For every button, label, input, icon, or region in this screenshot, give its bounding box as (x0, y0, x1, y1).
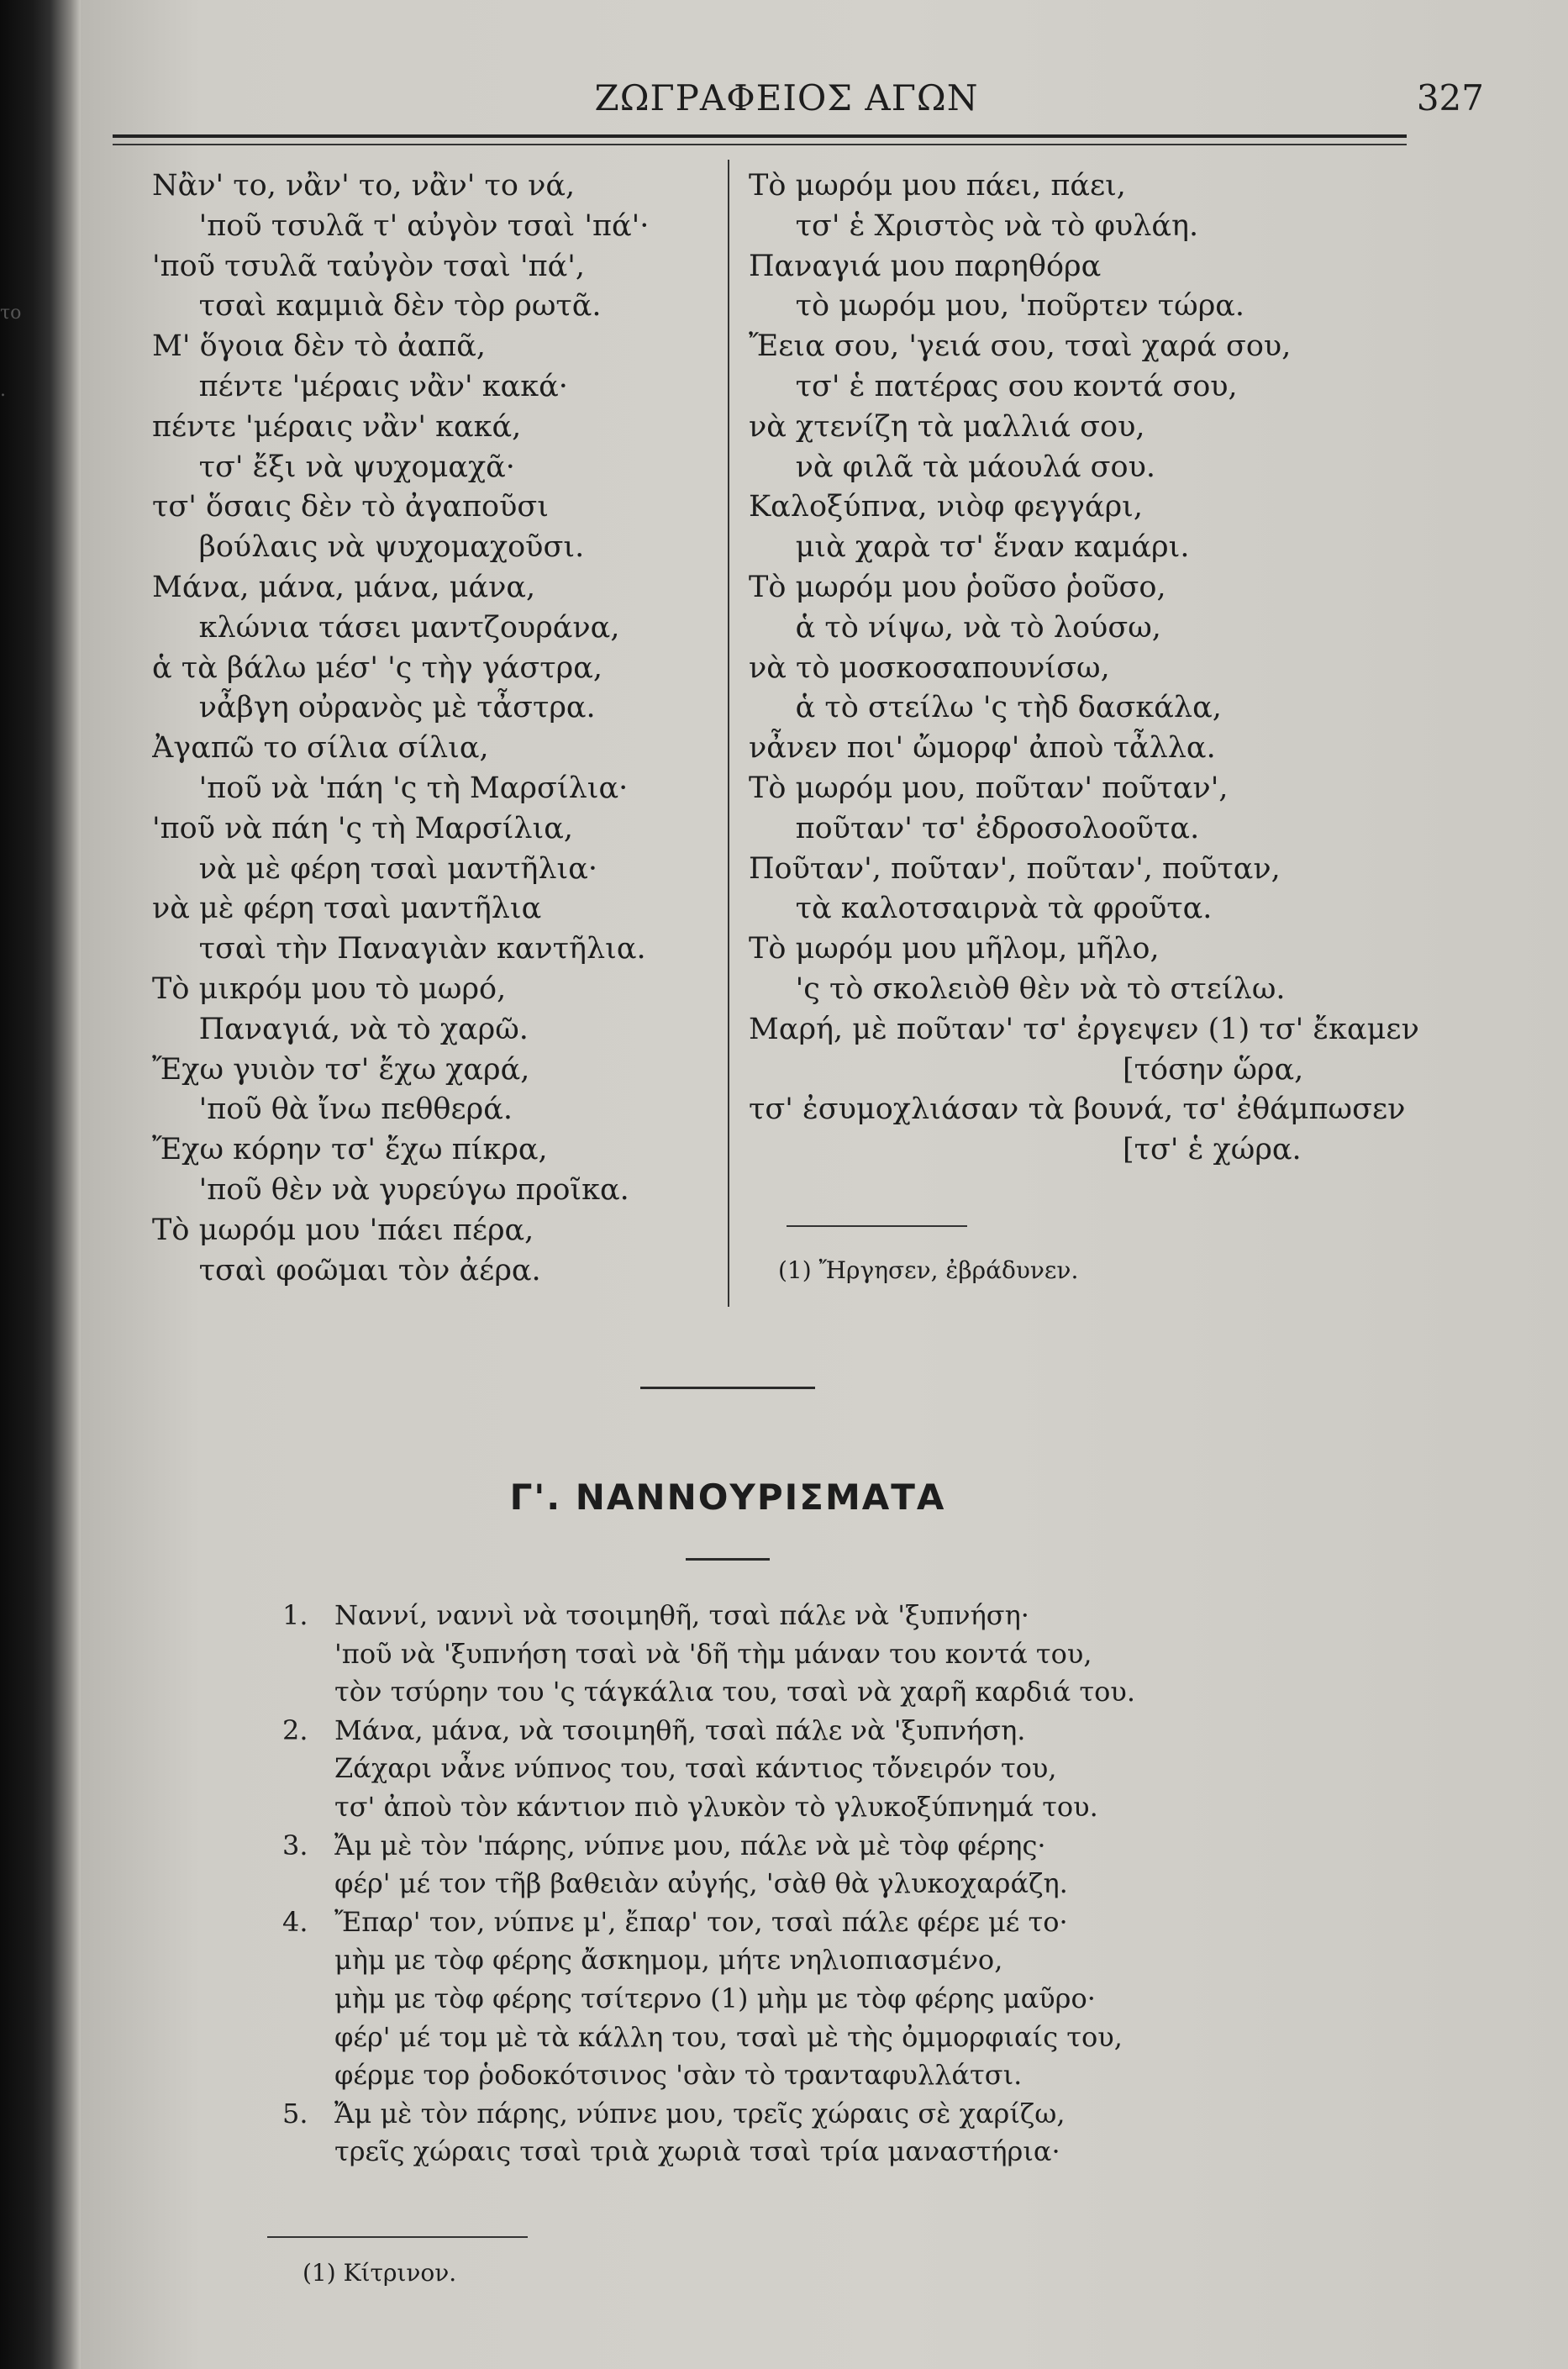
verse-line: νἆβγη οὐρανὸς μὲ τἆστρα. (152, 691, 596, 725)
verse-line: τσαὶ τὴν Παναγιὰν καντῆλια. (152, 932, 646, 966)
lullaby-text: Ναννί, ναννὶ νὰ τσοιμηθῆ, τσαὶ πάλε νὰ 'ξυπνήση· (334, 1599, 1029, 1631)
verse-line: βούλαις νὰ ψυχομαχοῦσι. (152, 530, 585, 565)
section-heading: Γ'. ΝΑΝΝΟΥΡΙΣΜΑΤΑ (509, 1477, 946, 1518)
verse-line: πέντε 'μέραις νἂν' κακά, (152, 409, 522, 444)
lullaby-number: 3. (282, 1829, 308, 1861)
verse-line: Τὸ μωρόμ μου, ποῦταν' ποῦταν', (749, 771, 1229, 805)
verse-line: Μ' ὅγοια δὲν τὸ ἀαπᾶ, (152, 329, 486, 364)
verse-line: Παναγιά, νὰ τὸ χαρῶ. (152, 1012, 529, 1046)
lullaby-list (282, 1597, 1375, 2172)
verse-line: τσ' ἔξι νὰ ψυχομαχᾶ· (152, 450, 515, 484)
verse-line: 'ς τὸ σκολειὸθ θὲν νὰ τὸ στείλω. (749, 971, 1286, 1006)
verse-line: Τὸ μωρόμ μου 'πάει πέρα, (152, 1213, 534, 1247)
lullaby-text: μὴμ με τὸφ φέρης ἄσκημομ, μήτε νηλιοπιασμένο, (334, 1944, 1003, 1977)
verse-line: νὰ μὲ φέρη τσαὶ μαντῆλια (152, 892, 542, 926)
lullaby-number: 2. (282, 1714, 308, 1746)
header-rule-thin (113, 144, 1407, 145)
verse-line: νὰ μὲ φέρη τσαὶ μαντῆλια· (152, 851, 598, 886)
verse-line: ἁ τὰ βάλω μέσ' 'ς τὴγ γάστρα, (152, 650, 602, 685)
lullaby-line (282, 1673, 1375, 1712)
lullaby-line (282, 1750, 1375, 1788)
verse-line: [τσ' ἑ χώρα. (749, 1133, 1302, 1167)
book-spine-shadow (0, 0, 81, 2369)
verse-line: νὰ φιλᾶ τὰ μάουλά σου. (749, 450, 1156, 484)
verse-line: Ἔχω κόρην τσ' ἔχω πίκρα, (152, 1133, 548, 1167)
verse-line: κλώνια τάσει μαντζουράνα, (152, 610, 620, 645)
verse-line: Μαρή, μὲ ποῦταν' τσ' ἐργεψεν (1) τσ' ἔκαμεν (749, 1012, 1419, 1046)
lullaby-line (282, 2133, 1375, 2172)
verse-line: τσαὶ καμμιὰ δὲν τὸρ ρωτᾶ. (152, 289, 602, 324)
verse-line: ἁ τὸ στείλω 'ς τὴδ δασκάλα, (749, 691, 1222, 725)
verse-line: νὰ τὸ μοσκοσαπουνίσω, (749, 650, 1110, 685)
lullaby-line (282, 1788, 1375, 1827)
footnote-rule (787, 1225, 967, 1227)
lullaby-text: φέρ' μέ τομ μὲ τὰ κάλλη του, τσαὶ μὲ τὴς ὀμμορφιαίς του, (334, 2020, 1123, 2053)
lullaby-line (282, 1712, 1375, 1750)
lullaby-line (282, 1903, 1375, 1942)
lullaby-text: Ἄμ μὲ τὸν 'πάρης, νύπνε μου, πάλε νὰ μὲ τὸφ φέρης· (334, 1829, 1046, 1861)
lullaby-text: φέρ' μέ τον τῆβ βαθειὰν αὐγής, 'σὰθ θὰ γλυκοχαράζη. (334, 1867, 1068, 1900)
lullaby-text: 'ποῦ νὰ 'ξυπνήση τσαὶ νὰ 'δῆ τὴμ μάναν του κοντά του, (334, 1637, 1092, 1670)
verse-line: Ποῦταν', ποῦταν', ποῦταν', ποῦταν, (749, 851, 1281, 886)
verse-line: τὸ μωρόμ μου, 'ποῦρτεν τώρα. (749, 289, 1245, 324)
lullaby-text: Μάνα, μάνα, νὰ τσοιμηθῆ, τσαὶ πάλε νὰ 'ξυπνήση. (334, 1714, 1026, 1746)
verse-line: 'ποῦ τσυλᾶ ταὐγὸν τσαὶ 'πά', (152, 249, 585, 283)
verse-line: τσ' ἑ Χριστὸς νὰ τὸ φυλάη. (749, 208, 1199, 243)
verse-line: Τὸ μικρόμ μου τὸ μωρό, (152, 971, 507, 1006)
verse-line: νἆνεν ποι' ὤμορφ' ἀποὺ τἆλλα. (749, 731, 1216, 766)
bleed-through-mark: . (0, 380, 6, 401)
verse-line: τὰ καλοτσαιρνὰ τὰ φροῦτα. (749, 892, 1213, 926)
verse-line: τσ' ὅσαις δὲν τὸ ἀγαποῦσι (152, 490, 550, 524)
lullaby-line (282, 1597, 1375, 1635)
lullaby-line (282, 1865, 1375, 1903)
lullaby-text: μὴμ με τὸφ φέρης τσίτερνο (1) μὴμ με τὸφ φέρης μαῦρο· (334, 1982, 1096, 2014)
verse-line: ποῦταν' τσ' ἐδροσολοοῦτα. (749, 811, 1200, 845)
column-divider (728, 160, 729, 1307)
lullaby-text: Ἔπαρ' τον, νύπνε μ', ἔπαρ' τον, τσαὶ πάλε φέρε μέ το· (334, 1905, 1068, 1938)
lullaby-text: Ἄμ μὲ τὸν πάρης, νύπνε μου, τρεῖς χώραις σὲ χαρίζω, (334, 2097, 1066, 2129)
header-rule (113, 134, 1407, 138)
bleed-through-mark: το (0, 303, 22, 324)
verse-line: Τὸ μωρόμ μου ῥοῦσο ῥοῦσο, (749, 570, 1166, 604)
verse-line: Καλοξύπνα, νιὸφ φεγγάρι, (749, 490, 1143, 524)
verse-line: Παναγιά μου παρηθόρα (749, 249, 1102, 283)
lullaby-number: 4. (282, 1905, 308, 1938)
verse-line: τσαὶ φοῶμαι τὸν ἀέρα. (152, 1253, 541, 1287)
lullaby-line (282, 2019, 1375, 2057)
page-number: 327 (1416, 77, 1484, 118)
left-column-poem (152, 166, 715, 1291)
lullaby-line (282, 1941, 1375, 1980)
lullaby-line (282, 1635, 1375, 1674)
footnote-bottom: (1) Κίτρινον. (303, 2259, 457, 2287)
footnote-right-column: (1) Ἤργησεν, ἐβράδυνεν. (778, 1256, 1079, 1284)
lullaby-line (282, 2095, 1375, 2134)
lullaby-text: τρεῖς χώραις τσαὶ τριὰ χωριὰ τσαὶ τρία μαναστήρια· (334, 2135, 1060, 2168)
lullaby-line (282, 1827, 1375, 1866)
verse-line: νὰ χτενίζη τὰ μαλλιά σου, (749, 409, 1145, 444)
lullaby-line (282, 1980, 1375, 2019)
verse-line: 'ποῦ νὰ 'πάη 'ς τὴ Μαρσίλια· (152, 771, 629, 805)
lullaby-text: τὸν τσύρην του 'ς τάγκάλια του, τσαὶ νὰ χαρῆ καρδιά του. (334, 1676, 1135, 1708)
running-title: ΖΩΓΡΑΦΕΙΟΣ ΑΓΩΝ (594, 77, 979, 118)
footnote-rule (267, 2236, 528, 2238)
lullaby-number: 5. (282, 2097, 308, 2129)
verse-line: ἁ τὸ νίψω, νὰ τὸ λούσω, (749, 610, 1161, 645)
verse-line: 'ποῦ θὰ ἴνω πεθθερά. (152, 1092, 513, 1127)
verse-line: Νἂν' το, νἂν' το, νἂν' το νά, (152, 169, 576, 203)
section-separator-rule (640, 1387, 815, 1389)
lullaby-text: Ζάχαρι νἆνε νύπνος του, τσαὶ κάντιος τὄνειρόν του, (334, 1752, 1057, 1785)
lullaby-line (282, 2056, 1375, 2095)
lullaby-text: τσ' ἀποὺ τὸν κάντιον πιὸ γλυκὸν τὸ γλυκοξύπνημά του. (334, 1790, 1098, 1823)
verse-line: Τὸ μωρόμ μου μῆλομ, μῆλο, (749, 932, 1160, 966)
verse-line: τσ' ἐσυμοχλιάσαν τὰ βουνά, τσ' ἐθάμπωσεν (749, 1092, 1406, 1127)
lullaby-text: φέρμε τορ ῥοδοκότσινος 'σὰν τὸ τρανταφυλλάτσι. (334, 2059, 1023, 2092)
verse-line: πέντε 'μέραις νἂν' κακά· (152, 369, 568, 403)
verse-line: [τόσην ὥρα, (749, 1052, 1304, 1087)
verse-line: Ἔχω γυιὸν τσ' ἔχω χαρά, (152, 1052, 530, 1087)
section-heading-underline (686, 1558, 770, 1561)
verse-line: Ἀγαπῶ το σίλια σίλια, (152, 731, 489, 766)
verse-line: Τὸ μωρόμ μου πάει, πάει, (749, 169, 1126, 203)
verse-line: 'ποῦ νὰ πάη 'ς τὴ Μαρσίλια, (152, 811, 574, 845)
lullaby-number: 1. (282, 1599, 308, 1631)
verse-line: 'ποῦ τσυλᾶ τ' αὐγὸν τσαὶ 'πά'· (152, 208, 650, 243)
verse-line: τσ' ἑ πατέρας σου κοντά σου, (749, 369, 1238, 403)
verse-line: 'ποῦ θὲν νὰ γυρεύγω προῖκα. (152, 1172, 629, 1207)
verse-line: Ἔεια σου, 'γειά σου, τσαὶ χαρά σου, (749, 329, 1292, 364)
book-page (81, 0, 1568, 2369)
verse-line: Μάνα, μάνα, μάνα, μάνα, (152, 570, 536, 604)
right-column-poem (749, 166, 1497, 1171)
verse-line: μιὰ χαρὰ τσ' ἕναν καμάρι. (749, 530, 1190, 565)
